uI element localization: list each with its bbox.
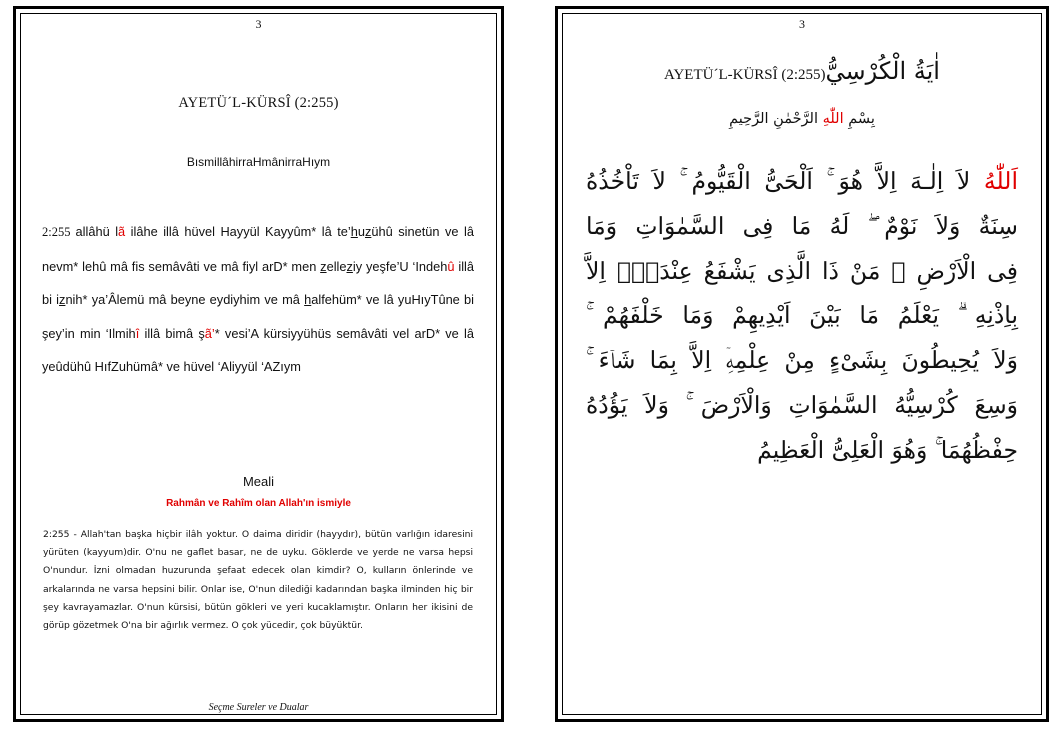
translit-segment: illâ bi i — [42, 258, 475, 308]
arabic-line — [586, 293, 1018, 338]
translit-segment: * vesi’A kürsiyyühüs semâvâti vel arD* ve lâ yeûdühû HıfZuhümâ* ve hüvel ‘Aliyyül ‘AZıym — [42, 325, 474, 375]
translit-segment: elle — [326, 258, 347, 274]
besmele-transliteration: BısmillâhirraHmânirraHıym — [186, 155, 331, 169]
title-latin: AYETÜ´L-KÜRSÎ (2:255) — [664, 67, 826, 83]
verse-transliteration — [42, 215, 474, 384]
translit-segment: allâhü l — [75, 224, 119, 239]
translit-segment: ilâhe illâ hüvel Hayyül Kayyûm* lâ te’ — [125, 224, 351, 239]
arabic-page-title — [558, 57, 1046, 85]
translit-segment: alfehüm* ve lâ yuHıyTûne bi şey’in min ‘Ilmih — [42, 292, 474, 341]
arabic-line — [586, 383, 1018, 428]
translit-segment: î — [135, 325, 140, 341]
meali-heading: Meali — [242, 474, 275, 489]
page-number: 3 — [255, 17, 262, 31]
arabic-segment: بِاِذْنِهِ ۗ يَعْلَمُ مَا بَيْنَ اَيْدِيهِمْ وَمَا خَلْفَهُمْ ۚ — [586, 301, 1018, 330]
arabic-segment: وَلاَ يُحِيطُونَ بِشَىْءٍ مِنْ عِلْمِهِۤ اِلاَّ بِمَا شَاۤءَ ۚ — [586, 346, 1018, 375]
arabic-line — [586, 204, 1018, 249]
meal-text: 2:255 - Allah'tan başka hiçbir ilâh yoktur. O daima diridir (hayydır), bütün varlığın idaresini yürüten (kayyum)dir. O'nu ne gaflet basar, ne de uyku. Göklerde ve yerde ne varsa hepsi O'nundur. İzni olmadan huzurunda şefaat edecek olan kimdir? O, kulların önlerinde ve arkalarında ne varsa hepsini bilir. Onlar ise, O'nun dilediği kadarından başka ilminden hiç bir şey kavrayamazlar. O'nun kürsisi, bütün gökleri ve yeri kucaklamıştır. Onların her ikisini de görüp gözetmek O'na bir ağırlık vermez. O çok yücedir, çok büyüktür. — [43, 529, 473, 632]
translit-segment: z — [346, 258, 353, 274]
arabic-line — [586, 338, 1018, 383]
page-number-right: 3 — [799, 17, 805, 31]
translit-segment: 2:255 — [42, 225, 76, 239]
translit-segment: illâ bimâ ş — [139, 325, 205, 341]
translit-segment: nih* ya’Âlemü mâ beyne eydiyhim ve mâ — [65, 292, 305, 308]
page-footer: Seçme Sureler ve Dualar — [208, 702, 309, 713]
translit-segment: h — [304, 292, 312, 308]
page-title: AYETÜ´L-KÜRSÎ (2:255) — [178, 95, 339, 111]
title-arabic: اٰيَةُ الْكُرْسِيُّ — [825, 57, 940, 85]
besmele-arabic — [558, 111, 1046, 127]
translit-segment: iy yeşfe’U ‘Indeh — [352, 258, 448, 274]
arabic-segment: حِفْظُهُمَا ۚ وَهُوَ الْعَلِىُّ الْعَظِيمُ — [757, 435, 1018, 464]
besmele-pre: بِسْمِ — [848, 111, 875, 127]
meali-subheading: Rahmân ve Rahîm olan Allah'ın ismiyle — [166, 498, 351, 509]
arabic-segment: لاَ اِلٰـهَ اِلاَّ هُوَ ۚ اَلْحَىُّ الْقَيُّومُ ۚ لاَ تَاْخُذُهُ — [586, 167, 984, 195]
arabic-line — [586, 249, 1018, 294]
translit-segment: z — [320, 258, 327, 274]
arabic-segment: فِى الْاَرْضِ ۗ مَنْ ذَا الَّذِى يَشْفَعُ عِنْدَهُۤ اِلاَّ — [586, 256, 1018, 285]
arabic-segment: اَللّٰهُ — [983, 167, 1018, 195]
translit-segment: ühû sinetün ve lâ nevm* lehû mâ fis semâvâti ve mâ fiyl arD* men — [42, 224, 474, 274]
translit-segment: z — [59, 292, 66, 308]
translit-segment: z — [364, 224, 372, 239]
translit-segment: û — [447, 258, 455, 274]
arabic-segment: وَسِعَ كُرْسِيُّهُ السَّمٰوَاتِ وَالْاَرْضَ ۚ وَلاَ يَؤُدُهُ — [586, 390, 1018, 419]
arabic-segment: سِنَةٌ وَلاَ نَوْمٌ ۖ لَهُ مَا فِى السَّمٰوَاتِ وَمَا — [586, 211, 1018, 240]
besmele-post: الرَّحْمٰنِ الرَّحِيمِ — [729, 111, 823, 127]
besmele-allah: اللّٰهِ — [822, 111, 844, 127]
arabic-verse — [586, 159, 1018, 473]
arabic-line — [586, 428, 1018, 473]
arabic-line — [586, 159, 1018, 204]
translit-segment: u — [357, 224, 365, 239]
translit-segment: ã — [118, 224, 126, 239]
translit-segment: h — [350, 224, 358, 239]
right-page — [555, 6, 1049, 722]
left-page — [13, 6, 504, 722]
translit-segment: ã’ — [204, 325, 215, 341]
